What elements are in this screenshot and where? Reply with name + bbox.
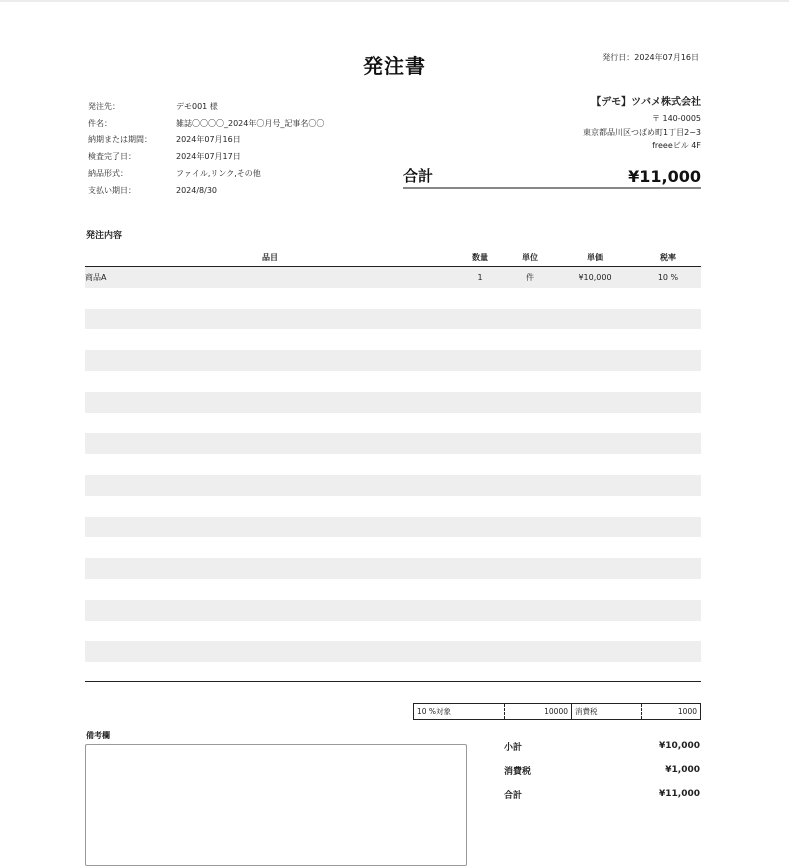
grand-total-box bbox=[403, 166, 701, 189]
table-row bbox=[85, 454, 701, 475]
cell-price: ¥10,000 bbox=[578, 272, 612, 282]
items-table-header bbox=[85, 248, 701, 267]
total-row bbox=[500, 782, 700, 806]
table-row bbox=[85, 267, 701, 288]
consumption-tax-label: 消費税 bbox=[572, 704, 642, 719]
document-title: 発注書 bbox=[363, 54, 426, 78]
table-row bbox=[85, 600, 701, 621]
header-unit: 単位 bbox=[522, 252, 538, 262]
meta-value: ファイル,リンク,その他 bbox=[176, 169, 261, 179]
table-row bbox=[85, 329, 701, 350]
table-row bbox=[85, 350, 701, 371]
cell-tax: 10 % bbox=[657, 272, 679, 282]
company-building: freeeビル 4F bbox=[652, 141, 701, 150]
consumption-tax-amount: 1000 bbox=[677, 707, 697, 716]
page-top-border bbox=[0, 0, 789, 2]
table-row bbox=[85, 371, 701, 392]
meta-label: 納品形式： bbox=[88, 169, 128, 179]
remarks-box bbox=[85, 744, 467, 866]
meta-value: 2024年07月16日 bbox=[176, 135, 241, 145]
table-row bbox=[85, 558, 701, 579]
meta-label: 納期または期間： bbox=[88, 135, 152, 145]
order-meta bbox=[88, 98, 324, 199]
items-section-title: 発注内容 bbox=[86, 231, 123, 241]
table-row bbox=[85, 475, 701, 496]
items-table bbox=[85, 248, 701, 662]
meta-value: 2024年07月17日 bbox=[176, 152, 241, 162]
table-row bbox=[85, 288, 701, 309]
meta-label: 発注先： bbox=[88, 101, 120, 111]
table-row bbox=[85, 413, 701, 434]
tax-target-label: 10 %対象 bbox=[414, 704, 505, 719]
meta-row bbox=[88, 148, 324, 165]
meta-row bbox=[88, 182, 324, 199]
table-row bbox=[85, 392, 701, 413]
subtotal-row bbox=[500, 734, 700, 758]
meta-row bbox=[88, 115, 324, 132]
items-table-body bbox=[85, 267, 701, 662]
cell-name: 商品A bbox=[85, 272, 107, 282]
cell-unit: 件 bbox=[526, 272, 534, 282]
subtotal-label: 小計 bbox=[504, 742, 523, 753]
table-bottom-rule bbox=[85, 681, 701, 682]
total-label: 合計 bbox=[504, 790, 523, 801]
table-row bbox=[85, 621, 701, 642]
table-row bbox=[85, 517, 701, 538]
header-unit-price: 単価 bbox=[587, 252, 603, 262]
table-row bbox=[85, 433, 701, 454]
issuer-company bbox=[583, 96, 701, 153]
meta-value: 雑誌〇〇〇〇_2024年〇月号_記事名〇〇 bbox=[176, 118, 325, 128]
tax-row bbox=[500, 758, 700, 782]
grand-total-label: 合計 bbox=[403, 167, 434, 185]
header-tax-rate: 税率 bbox=[660, 252, 676, 262]
cell-qty: 1 bbox=[477, 272, 483, 282]
header-item-name: 品目 bbox=[262, 252, 278, 262]
header-quantity: 数量 bbox=[472, 252, 488, 262]
issue-date: 発行日：2024年07月16日 bbox=[602, 53, 699, 62]
table-row bbox=[85, 641, 701, 662]
company-postal: 〒 140-0005 bbox=[651, 114, 701, 123]
totals-summary bbox=[500, 734, 700, 806]
remarks-title: 備考欄 bbox=[86, 731, 110, 740]
table-row bbox=[85, 579, 701, 600]
subtotal-amount: ¥10,000 bbox=[659, 741, 700, 751]
meta-label: 件名： bbox=[88, 118, 112, 128]
meta-value: デモ001 様 bbox=[176, 101, 218, 111]
total-amount: ¥11,000 bbox=[659, 789, 700, 799]
company-name: 【デモ】ツバメ株式会社 bbox=[591, 97, 701, 108]
tax-target-amount: 10000 bbox=[505, 704, 572, 719]
meta-row bbox=[88, 98, 324, 115]
meta-value: 2024/8/30 bbox=[176, 185, 218, 195]
meta-row bbox=[88, 165, 324, 182]
table-row bbox=[85, 537, 701, 558]
grand-total-amount: ¥11,000 bbox=[628, 167, 701, 186]
table-row bbox=[85, 309, 701, 330]
tax-label: 消費税 bbox=[504, 766, 532, 777]
company-address: 東京都品川区つばめ町1丁目2−3 bbox=[583, 127, 701, 137]
meta-row bbox=[88, 132, 324, 149]
tax-amount: ¥1,000 bbox=[665, 765, 700, 775]
meta-label: 検査完了日： bbox=[88, 152, 136, 162]
table-row bbox=[85, 496, 701, 517]
meta-label: 支払い期日： bbox=[88, 185, 136, 195]
tax-breakdown-box bbox=[413, 703, 701, 720]
